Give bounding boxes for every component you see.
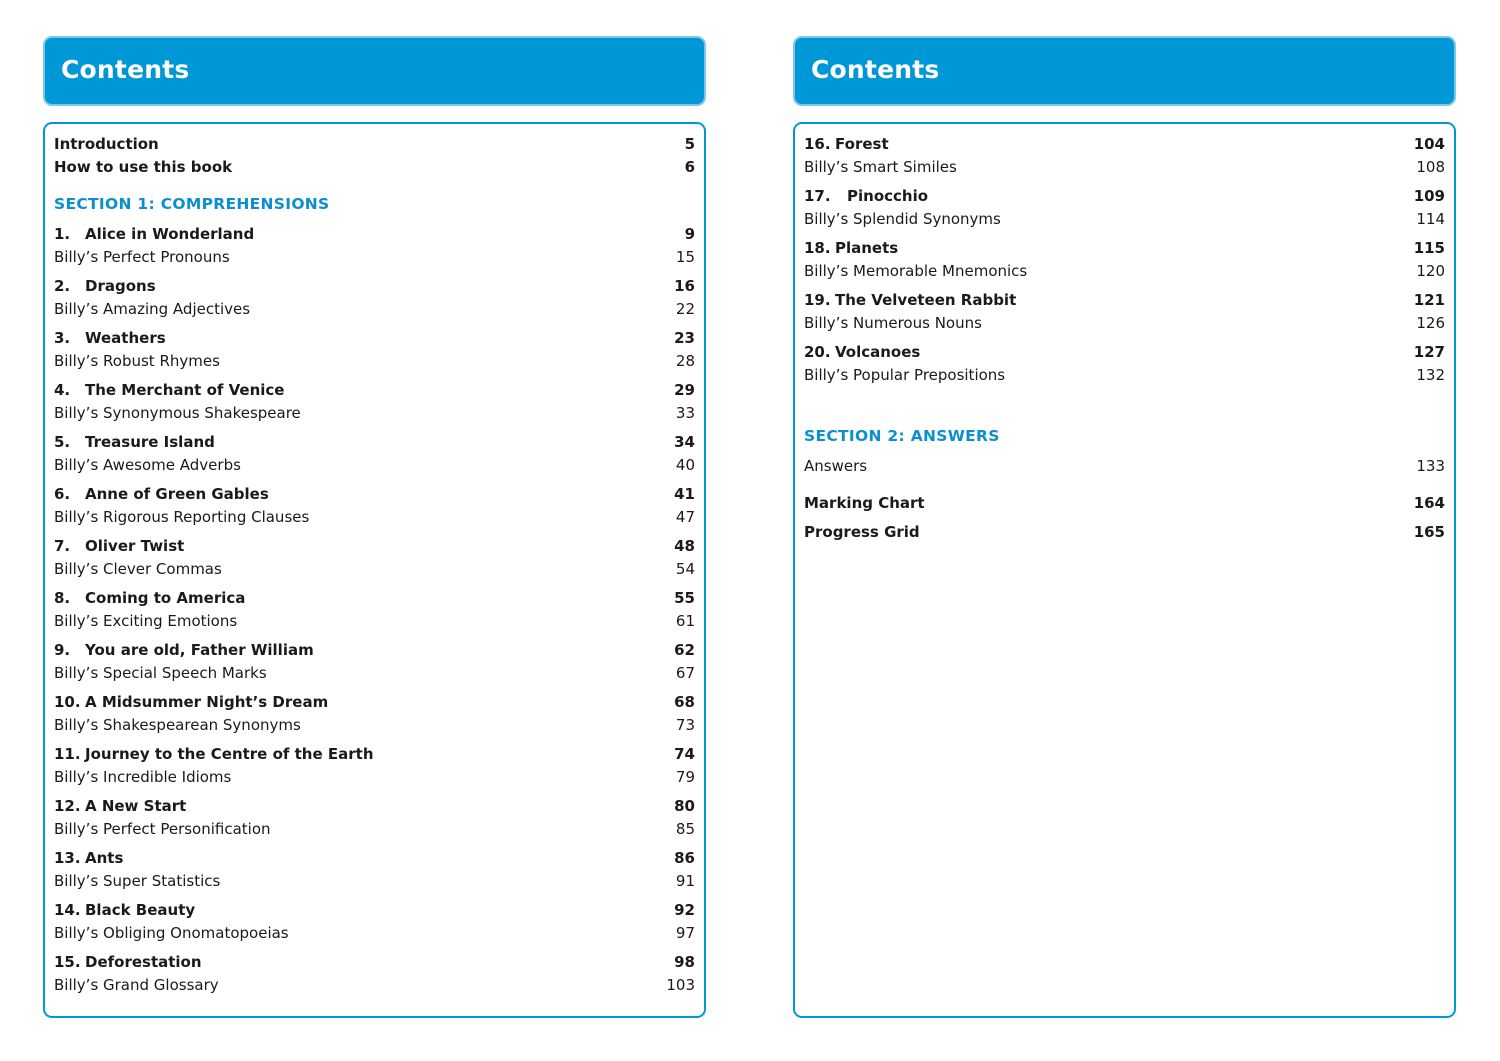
toc-page-number: 104 — [1413, 135, 1445, 153]
activity-label: Billy’s Amazing Adjectives — [54, 300, 251, 318]
activity-label: Billy’s Clever Commas — [54, 560, 222, 578]
activity-row[interactable] — [54, 662, 695, 685]
activity-row[interactable] — [54, 246, 695, 269]
chapter-heading — [804, 341, 920, 364]
toc-page-number: 133 — [1416, 457, 1445, 475]
toc-page-number: 62 — [674, 641, 695, 659]
chapter-number: 4. — [54, 381, 71, 399]
toc-label: Answers — [804, 457, 868, 475]
toc-page-number: 165 — [1413, 523, 1445, 541]
toc-page-number: 61 — [675, 612, 695, 630]
toc-page-number: 41 — [674, 485, 695, 503]
activity-row[interactable] — [54, 402, 695, 425]
chapter-number: 15. — [54, 953, 81, 971]
chapter-number: 16. — [804, 135, 831, 153]
activity-row[interactable] — [54, 454, 695, 477]
toc-page-number: 103 — [666, 976, 695, 994]
toc-label: How to use this book — [54, 158, 233, 176]
chapter-number: 5. — [54, 433, 71, 451]
right-page — [793, 36, 1456, 541]
chapter-heading — [804, 133, 889, 156]
toc-page-number: 28 — [675, 352, 695, 370]
toc-page-number: 6 — [684, 158, 695, 176]
chapter-entry — [54, 743, 695, 789]
chapter-title-row[interactable] — [804, 133, 1445, 156]
chapter-title-row[interactable] — [54, 275, 695, 298]
chapter-number: 8. — [54, 589, 71, 607]
chapter-heading — [54, 483, 269, 506]
toc-page-number: 132 — [1416, 366, 1445, 384]
chapter-title: Anne of Green Gables — [85, 485, 269, 503]
chapter-title: Coming to America — [85, 589, 246, 607]
toc-page-number: 126 — [1416, 314, 1445, 332]
chapter-heading — [804, 185, 928, 208]
chapter-number: 3. — [54, 329, 71, 347]
chapter-number: 14. — [54, 901, 81, 919]
activity-row[interactable] — [54, 818, 695, 841]
chapter-title-row[interactable] — [54, 743, 695, 766]
chapter-title: You are old, Father William — [85, 641, 314, 659]
toc-page-number: 79 — [675, 768, 695, 786]
chapter-entry — [54, 535, 695, 581]
activity-label: Billy’s Super Statistics — [54, 872, 221, 890]
toc-page-number: 108 — [1416, 158, 1445, 176]
activity-row[interactable] — [804, 364, 1445, 387]
chapter-title-row[interactable] — [804, 289, 1445, 312]
activity-row[interactable] — [54, 506, 695, 529]
activity-row[interactable] — [54, 610, 695, 633]
chapter-number: 6. — [54, 485, 71, 503]
toc-page-number: 47 — [675, 508, 695, 526]
page-title: Contents — [61, 55, 190, 84]
chapter-number: 12. — [54, 797, 81, 815]
toc-page-number: 40 — [675, 456, 695, 474]
chapter-entry — [54, 379, 695, 425]
activity-row[interactable] — [54, 922, 695, 945]
chapter-entry — [54, 275, 695, 321]
activity-label: Billy’s Robust Rhymes — [54, 352, 220, 370]
toc-page-number: 91 — [675, 872, 695, 890]
toc-page-number: 16 — [674, 277, 695, 295]
section-heading-comprehensions: SECTION 1: COMPREHENSIONS — [54, 195, 330, 213]
activity-label: Billy’s Numerous Nouns — [804, 314, 982, 332]
activity-row[interactable] — [54, 558, 695, 581]
activity-row[interactable] — [54, 350, 695, 373]
chapter-entry — [54, 691, 695, 737]
chapter-title: A New Start — [85, 797, 187, 815]
chapter-title: Oliver Twist — [85, 537, 185, 555]
toc-page-number: 48 — [674, 537, 695, 555]
chapter-title: Pinocchio — [847, 187, 929, 205]
activity-label: Billy’s Grand Glossary — [54, 976, 219, 994]
chapter-title-row[interactable] — [54, 379, 695, 402]
activity-label: Billy’s Awesome Adverbs — [54, 456, 241, 474]
activity-label: Billy’s Obliging Onomatopoeias — [54, 924, 289, 942]
chapter-number: 1. — [54, 225, 71, 243]
chapter-title: Volcanoes — [835, 343, 921, 361]
toc-page-number: 80 — [674, 797, 695, 815]
activity-label: Billy’s Splendid Synonyms — [804, 210, 1001, 228]
chapter-number: 9. — [54, 641, 71, 659]
toc-entry-introduction[interactable] — [54, 133, 695, 156]
toc-entry-progress-grid[interactable] — [804, 521, 1445, 544]
chapter-heading — [804, 289, 1016, 312]
chapter-number: 10. — [54, 693, 81, 711]
activity-row[interactable] — [804, 156, 1445, 179]
toc-page-number: 68 — [674, 693, 695, 711]
chapter-number: 17. — [804, 187, 831, 205]
toc-label: Progress Grid — [804, 523, 920, 541]
chapter-entry — [804, 237, 1445, 283]
chapter-heading — [54, 743, 374, 766]
chapter-entry — [54, 847, 695, 893]
chapter-heading — [54, 327, 166, 350]
chapter-list — [54, 223, 695, 997]
chapter-title-row[interactable] — [54, 587, 695, 610]
chapter-title-row[interactable] — [54, 899, 695, 922]
toc-page-number: 97 — [675, 924, 695, 942]
toc-list — [54, 133, 695, 997]
toc-page-number: 23 — [674, 329, 695, 347]
toc-page-number: 121 — [1413, 291, 1445, 309]
toc-label: Introduction — [54, 135, 159, 153]
toc-page-number: 33 — [675, 404, 695, 422]
chapter-heading — [804, 237, 898, 260]
chapter-entry — [54, 795, 695, 841]
chapter-title: The Velveteen Rabbit — [835, 291, 1017, 309]
chapter-title: Dragons — [85, 277, 156, 295]
chapter-title: Ants — [85, 849, 124, 867]
chapter-title-row[interactable] — [54, 327, 695, 350]
chapter-number: 2. — [54, 277, 71, 295]
chapter-number: 20. — [804, 343, 831, 361]
toc-entry-marking-chart[interactable] — [804, 492, 1445, 515]
chapter-entry — [804, 341, 1445, 387]
activity-label: Billy’s Memorable Mnemonics — [804, 262, 1028, 280]
chapter-title: Black Beauty — [85, 901, 196, 919]
chapter-entry — [54, 587, 695, 633]
toc-page-number: 54 — [675, 560, 695, 578]
chapter-title-row[interactable] — [804, 185, 1445, 208]
toc-page-number: 22 — [675, 300, 695, 318]
chapter-title: The Merchant of Venice — [85, 381, 285, 399]
chapter-heading — [54, 847, 123, 870]
activity-label: Billy’s Popular Prepositions — [804, 366, 1006, 384]
toc-page-number: 74 — [674, 745, 695, 763]
chapter-title-row[interactable] — [54, 847, 695, 870]
chapter-number: 18. — [804, 239, 831, 257]
chapter-title: A Midsummer Night’s Dream — [85, 693, 329, 711]
chapter-heading — [54, 223, 254, 246]
activity-row[interactable] — [804, 208, 1445, 231]
toc-page-number: 115 — [1413, 239, 1445, 257]
chapter-title-row[interactable] — [54, 223, 695, 246]
chapter-title: Forest — [835, 135, 889, 153]
toc-page-number: 15 — [675, 248, 695, 266]
chapter-heading — [54, 951, 202, 974]
chapter-title-row[interactable] — [54, 431, 695, 454]
chapter-title-row[interactable] — [804, 341, 1445, 364]
toc-page-number: 29 — [674, 381, 695, 399]
toc-page-number: 55 — [674, 589, 695, 607]
chapter-title: Deforestation — [85, 953, 202, 971]
chapter-heading — [54, 275, 156, 298]
activity-row[interactable] — [54, 766, 695, 789]
chapter-entry — [804, 185, 1445, 231]
toc-page-number: 114 — [1416, 210, 1445, 228]
chapter-entry — [54, 951, 695, 997]
chapter-title-row[interactable] — [54, 483, 695, 506]
chapter-entry — [54, 431, 695, 477]
left-page — [43, 36, 706, 994]
chapter-title: Weathers — [85, 329, 166, 347]
chapter-number: 13. — [54, 849, 81, 867]
toc-entry-how-to-use[interactable] — [54, 156, 695, 179]
toc-page-number: 85 — [675, 820, 695, 838]
chapter-entry — [54, 223, 695, 269]
chapter-heading — [54, 535, 184, 558]
chapter-title-row[interactable] — [54, 535, 695, 558]
contents-header — [793, 36, 1456, 106]
chapter-heading — [54, 899, 195, 922]
chapter-heading — [54, 795, 186, 818]
activity-label: Billy’s Perfect Personification — [54, 820, 271, 838]
chapter-title-row[interactable] — [54, 639, 695, 662]
chapter-entry — [54, 483, 695, 529]
chapter-heading — [54, 379, 284, 402]
chapter-heading — [54, 691, 328, 714]
activity-label: Billy’s Rigorous Reporting Clauses — [54, 508, 310, 526]
chapter-title: Planets — [835, 239, 899, 257]
chapter-list — [804, 133, 1445, 387]
activity-label: Billy’s Incredible Idioms — [54, 768, 232, 786]
chapter-title-row[interactable] — [54, 951, 695, 974]
toc-page-number: 73 — [675, 716, 695, 734]
toc-page-number: 34 — [674, 433, 695, 451]
toc-page-number: 98 — [674, 953, 695, 971]
chapter-entry — [804, 133, 1445, 179]
section-heading-answers: SECTION 2: ANSWERS — [804, 427, 1000, 445]
toc-page-number: 5 — [684, 135, 695, 153]
activity-label: Billy’s Synonymous Shakespeare — [54, 404, 301, 422]
activity-row[interactable] — [54, 714, 695, 737]
contents-box — [43, 122, 706, 1018]
toc-label: Marking Chart — [804, 494, 925, 512]
activity-label: Billy’s Perfect Pronouns — [54, 248, 230, 266]
toc-page-number: 67 — [675, 664, 695, 682]
chapter-entry — [54, 899, 695, 945]
chapter-heading — [54, 639, 314, 662]
activity-label: Billy’s Exciting Emotions — [54, 612, 238, 630]
chapter-title: Treasure Island — [85, 433, 215, 451]
chapter-heading — [54, 587, 245, 610]
activity-label: Billy’s Special Speech Marks — [54, 664, 267, 682]
chapter-title-row[interactable] — [54, 795, 695, 818]
chapter-title: Alice in Wonderland — [85, 225, 255, 243]
page-title: Contents — [811, 55, 940, 84]
chapter-number: 7. — [54, 537, 71, 555]
chapter-heading — [54, 431, 215, 454]
toc-page-number: 9 — [684, 225, 695, 243]
activity-row[interactable] — [54, 870, 695, 893]
chapter-number: 11. — [54, 745, 81, 763]
toc-page-number: 120 — [1416, 262, 1445, 280]
toc-page-number: 86 — [674, 849, 695, 867]
chapter-title-row[interactable] — [54, 691, 695, 714]
chapter-title-row[interactable] — [804, 237, 1445, 260]
toc-page-number: 109 — [1413, 187, 1445, 205]
toc-entry-answers[interactable] — [804, 455, 1445, 478]
chapter-number: 19. — [804, 291, 831, 309]
activity-row[interactable] — [54, 298, 695, 321]
activity-row[interactable] — [804, 260, 1445, 283]
toc-page-number: 164 — [1413, 494, 1445, 512]
chapter-entry — [54, 327, 695, 373]
chapter-entry — [54, 639, 695, 685]
contents-header — [43, 36, 706, 106]
toc-list — [804, 133, 1445, 544]
activity-row[interactable] — [804, 312, 1445, 335]
toc-page-number: 92 — [674, 901, 695, 919]
activity-row[interactable] — [54, 974, 695, 997]
chapter-title: Journey to the Centre of the Earth — [85, 745, 374, 763]
toc-page-number: 127 — [1413, 343, 1445, 361]
contents-box — [793, 122, 1456, 1018]
activity-label: Billy’s Shakespearean Synonyms — [54, 716, 301, 734]
chapter-entry — [804, 289, 1445, 335]
activity-label: Billy’s Smart Similes — [804, 158, 957, 176]
